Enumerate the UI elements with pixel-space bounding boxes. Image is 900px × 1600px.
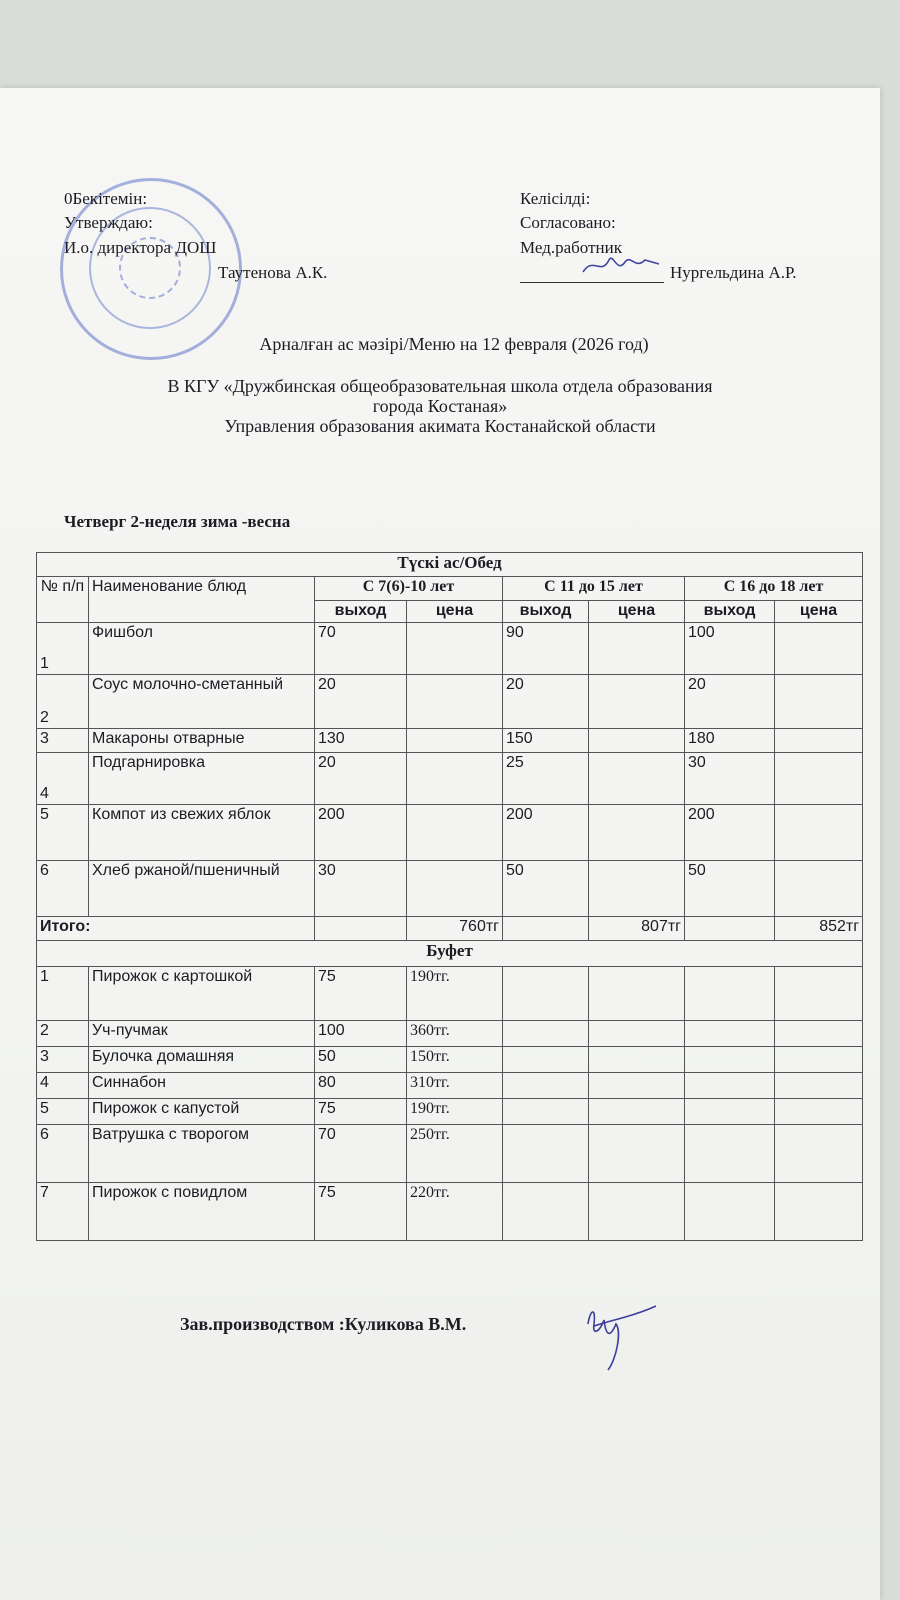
age-group-3: С 16 до 18 лет — [685, 577, 863, 601]
col-name-header: Наименование блюд — [89, 577, 315, 623]
approve-kz: 0Бекітемін: — [64, 189, 148, 208]
lunch-row: 3 Макароны отварные 130 150 180 — [37, 729, 863, 753]
lunch-row: 1 Фишбол 70 90 100 — [37, 623, 863, 675]
sub-price-3: цена — [775, 601, 863, 623]
buffet-row: 4 Синнабон 80 310тг. — [37, 1073, 863, 1099]
buffet-row: 5 Пирожок с капустой 75 190тг. — [37, 1099, 863, 1125]
medic-signature — [575, 246, 665, 282]
sub-price-1: цена — [407, 601, 503, 623]
age-group-2: С 11 до 15 лет — [503, 577, 685, 601]
age-group-1: С 7(6)-10 лет — [315, 577, 503, 601]
lunch-total-row — [37, 917, 863, 941]
menu-title: Арналған ас мәзірі/Меню на 12 февраля (2026 год) — [259, 334, 649, 354]
sub-yield-1: выход — [315, 601, 407, 623]
lunch-row: 6 Хлеб ржаной/пшеничный 30 50 50 — [37, 861, 863, 917]
buffet-row: 1 Пирожок с картошкой 75 190тг. — [37, 967, 863, 1021]
signature-line — [520, 282, 664, 283]
manager-signature — [582, 1302, 662, 1374]
total-1: 760тг — [407, 917, 503, 941]
day-line: Четверг 2-неделя зима -весна — [64, 512, 291, 531]
lunch-section-title: Түскі ас/Обед — [37, 553, 863, 577]
menu-table — [36, 552, 863, 1241]
director-name: Таутенова А.К. — [218, 263, 328, 282]
buffet-row: 3 Булочка домашняя 50 150тг. — [37, 1047, 863, 1073]
sub-yield-2: выход — [503, 601, 589, 623]
buffet-row: 6 Ватрушка с творогом 70 250тг. — [37, 1125, 863, 1183]
medic-name: Нургельдина А.Р. — [670, 263, 797, 282]
lunch-row: 2 Соус молочно-сметанный 20 20 20 — [37, 675, 863, 729]
total-3: 852тг — [775, 917, 863, 941]
medic-title: Мед.работник — [520, 238, 622, 257]
lunch-row: 5 Компот из свежих яблок 200 200 200 — [37, 805, 863, 861]
school-name-line2: города Костаная» — [372, 396, 508, 416]
agreed-kz: Келісілді: — [520, 189, 591, 208]
school-name-line3: Управления образования акимата Костанайской области — [224, 416, 656, 436]
sub-yield-3: выход — [685, 601, 775, 623]
sub-price-2: цена — [589, 601, 685, 623]
buffet-section-title: Буфет — [37, 941, 863, 967]
approve-ru: Утверждаю: — [64, 213, 153, 232]
lunch-row: 4 Подгарнировка 20 25 30 — [37, 753, 863, 805]
director-title: И.о. директора ДОШ — [64, 238, 217, 257]
agreed-ru: Согласовано: — [520, 213, 616, 232]
school-name-line1: В КГУ «Дружбинская общеобразовательная школа отдела образования — [167, 376, 713, 396]
production-manager: Зав.производством :Куликова В.М. — [180, 1314, 467, 1334]
total-2: 807тг — [589, 917, 685, 941]
total-label: Итого: — [37, 917, 315, 941]
col-number-header: № п/п — [37, 577, 89, 623]
buffet-row: 7 Пирожок с повидлом 75 220тг. — [37, 1183, 863, 1241]
buffet-row: 2 Уч-пучмак 100 360тг. — [37, 1021, 863, 1047]
